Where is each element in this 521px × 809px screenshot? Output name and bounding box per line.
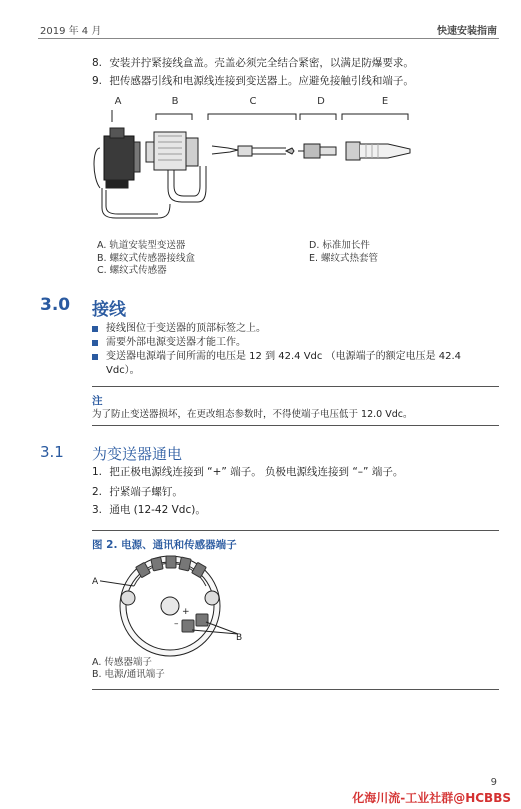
figure1-captions-right xyxy=(309,240,378,265)
figure1-caption-a: A. 轨道安装型变送器 xyxy=(97,240,186,251)
note-text: 为了防止变送器损坏，在更改组态参数时，不得使端子电压低于 12.0 Vdc。 xyxy=(92,409,413,420)
figure1-label-e: E xyxy=(381,96,389,107)
step-text: 把正极电源线连接到 “+” 端子。 负极电源线连接到 “–” 端子。 xyxy=(109,466,404,478)
header-rule xyxy=(38,38,499,39)
figure1-caption-d: D. 标准加长件 xyxy=(309,240,370,251)
section-bullet-list xyxy=(92,322,492,378)
figure2-title: 图 2. 电源、通讯和传感器端子 xyxy=(92,539,237,551)
figure1-label-d: D xyxy=(317,96,325,107)
subsection-number: 3.1 xyxy=(40,443,64,461)
figure1-caption-c: C. 螺纹式传感器 xyxy=(97,265,167,276)
figure1-assembly-illustration xyxy=(88,108,438,232)
bullet-item: 变送器电源端子间所需的电压是 12 到 42.4 Vdc （电源端子的额定电压是 42.4 Vdc）。 xyxy=(92,350,492,378)
bullet-square-icon xyxy=(92,326,98,332)
step-number: 1. xyxy=(92,466,103,478)
figure1-label-a: A xyxy=(114,96,122,107)
power-step-3 xyxy=(92,503,206,517)
step-number: 9. xyxy=(92,75,103,87)
figure2-caption-a: A. 传感器端子 xyxy=(92,657,152,668)
bullet-square-icon xyxy=(92,340,98,346)
page-number: 9 xyxy=(490,777,497,788)
figure1-caption-b: B. 螺纹式传感器接线盒 xyxy=(97,252,196,264)
figure2-caption-b: B. 电源/通讯端子 xyxy=(92,669,165,680)
step-9 xyxy=(92,74,414,88)
step-text: 拧紧端子螺钉。 xyxy=(109,486,183,498)
figure2-top-rule xyxy=(92,530,499,531)
bullet-item: 需要外部电源变送器才能工作。 xyxy=(92,336,492,350)
figure1-label-c: C xyxy=(249,96,257,107)
figure1-label-b: B xyxy=(171,96,179,107)
figure1-caption-e: E. 螺纹式热套管 xyxy=(309,252,379,264)
header-date: 2019 年 4 月 xyxy=(40,26,102,37)
step-8 xyxy=(92,56,414,70)
figure2-terminal-block-illustration xyxy=(100,550,250,660)
figure2-label-b: B xyxy=(236,633,243,643)
figure2-bottom-rule xyxy=(92,689,499,690)
step-number: 2. xyxy=(92,486,103,498)
figure2-captions xyxy=(92,657,165,681)
note-bottom-rule xyxy=(92,425,499,426)
bullet-item: 接线图位于变送器的顶部标签之上。 xyxy=(92,322,492,336)
figure1-captions-left xyxy=(97,240,195,278)
subsection-title: 为变送器通电 xyxy=(92,445,183,463)
note-top-rule xyxy=(92,386,499,387)
watermark-text: 化海川流-工业社群@HCBBS xyxy=(352,791,511,805)
header-title: 快速安装指南 xyxy=(437,26,497,37)
power-step-2 xyxy=(92,485,183,499)
step-text: 通电 (12-42 Vdc)。 xyxy=(109,504,206,516)
note-title: 注 xyxy=(92,395,103,407)
step-number: 8. xyxy=(92,57,103,69)
step-number: 3. xyxy=(92,504,103,516)
section-title: 接线 xyxy=(92,300,126,320)
figure2-minus-sign: – xyxy=(174,619,179,629)
power-step-1 xyxy=(92,465,403,479)
section-number: 3.0 xyxy=(40,295,71,315)
figure2-label-a: A xyxy=(92,577,99,587)
figure2-plus-sign: + xyxy=(182,607,190,617)
bullet-square-icon xyxy=(92,354,98,360)
step-text: 安装并拧紧接线盒盖。壳盖必须完全结合紧密，以满足防爆要求。 xyxy=(109,57,414,69)
step-text: 把传感器引线和电源线连接到变送器上。应避免接触引线和端子。 xyxy=(109,75,414,87)
